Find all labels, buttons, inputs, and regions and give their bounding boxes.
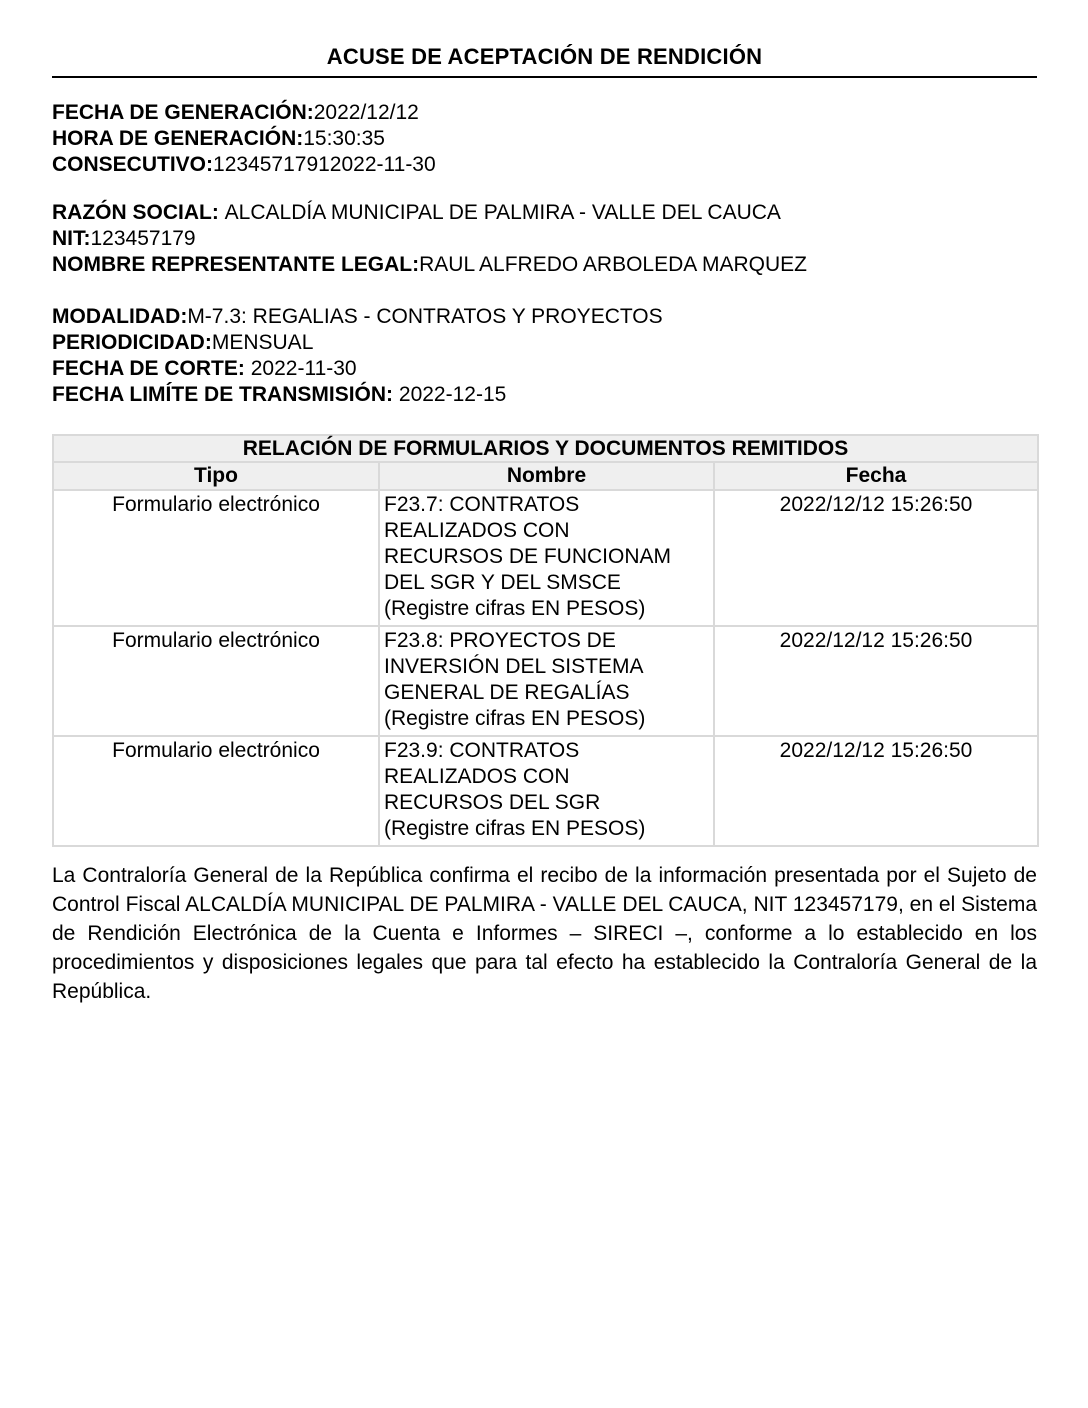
- generation-info-section: [52, 100, 1037, 178]
- field-fecha-de-corte: [52, 356, 1037, 382]
- cell-fecha: 2022/12/12 15:26:50: [714, 626, 1038, 736]
- cell-tipo: Formulario electrónico: [53, 736, 379, 846]
- field-value: 12345717912022-11-30: [213, 153, 436, 176]
- field-label: MODALIDAD:: [52, 305, 188, 328]
- field-fecha-limite-de-transmision: [52, 382, 1037, 408]
- field-label: FECHA DE CORTE:: [52, 357, 251, 380]
- cell-fecha: 2022/12/12 15:26:50: [714, 490, 1038, 626]
- field-value: 2022/12/12: [313, 101, 419, 124]
- table-row: [53, 626, 1038, 736]
- field-value: M-7.3: REGALIAS - CONTRATOS Y PROYECTOS: [187, 305, 663, 328]
- table-header-row: [53, 462, 1038, 490]
- cell-tipo: Formulario electrónico: [53, 626, 379, 736]
- field-fecha-de-generacion: [52, 100, 1037, 126]
- field-value: 15:30:35: [303, 127, 385, 150]
- submission-info-section: [52, 304, 1037, 408]
- field-label: CONSECUTIVO:: [52, 153, 214, 176]
- field-value: MENSUAL: [211, 331, 314, 354]
- field-value: 2022-11-30: [250, 357, 357, 380]
- table-row: [53, 490, 1038, 626]
- field-value: 123457179: [90, 227, 196, 250]
- documents-table: [52, 434, 1039, 847]
- field-razon-social: [52, 200, 1037, 226]
- entity-info-section: [52, 200, 1037, 278]
- field-value: ALCALDÍA MUNICIPAL DE PALMIRA - VALLE DEL CAUCA: [224, 201, 781, 224]
- field-nit: [52, 226, 1037, 252]
- field-consecutivo: [52, 152, 1037, 178]
- cell-nombre: F23.7: CONTRATOS REALIZADOS CON RECURSOS DE FUNCIONAM DEL SGR Y DEL SMSCE (Registre cifras EN PESOS): [379, 490, 714, 626]
- cell-fecha: 2022/12/12 15:26:50: [714, 736, 1038, 846]
- field-modalidad: [52, 304, 1037, 330]
- field-periodicidad: [52, 330, 1037, 356]
- field-label: NOMBRE REPRESENTANTE LEGAL:: [52, 253, 420, 276]
- confirmation-paragraph: La Contraloría General de la República confirma el recibo de la información presentada por el Sujeto de Control Fiscal ALCALDÍA MUNICIPAL DE PALMIRA - VALLE DEL CAUCA, NIT 123457179, en el Sistema de Rendición Electrónica de la Cuenta e Informes – SIRECI –, conforme a lo establecido en los procedimientos y disposiciones legales que para tal efecto ha establecido la Contraloría General de la República.: [52, 864, 1037, 1003]
- field-label: HORA DE GENERACIÓN:: [52, 127, 304, 150]
- field-label: FECHA LIMÍTE DE TRANSMISIÓN:: [52, 383, 399, 406]
- field-label: RAZÓN SOCIAL:: [52, 201, 225, 224]
- column-header-nombre: Nombre: [379, 462, 714, 490]
- column-header-fecha: Fecha: [714, 462, 1038, 490]
- field-nombre-representante-legal: [52, 252, 1037, 278]
- field-value: RAUL ALFREDO ARBOLEDA MARQUEZ: [419, 253, 807, 276]
- cell-nombre: F23.9: CONTRATOS REALIZADOS CON RECURSOS DEL SGR (Registre cifras EN PESOS): [379, 736, 714, 846]
- cell-nombre: F23.8: PROYECTOS DE INVERSIÓN DEL SISTEMA GENERAL DE REGALÍAS (Registre cifras EN PESOS): [379, 626, 714, 736]
- field-value: 2022-12-15: [398, 383, 507, 406]
- column-header-tipo: Tipo: [53, 462, 379, 490]
- document-title: ACUSE DE ACEPTACIÓN DE RENDICIÓN: [52, 44, 1037, 78]
- field-hora-de-generacion: [52, 126, 1037, 152]
- table-title: RELACIÓN DE FORMULARIOS Y DOCUMENTOS REMITIDOS: [53, 435, 1038, 462]
- field-label: FECHA DE GENERACIÓN:: [52, 101, 314, 124]
- field-label: PERIODICIDAD:: [52, 331, 212, 354]
- field-label: NIT:: [52, 227, 91, 250]
- table-title-row: [53, 435, 1038, 462]
- cell-tipo: Formulario electrónico: [53, 490, 379, 626]
- table-row: [53, 736, 1038, 846]
